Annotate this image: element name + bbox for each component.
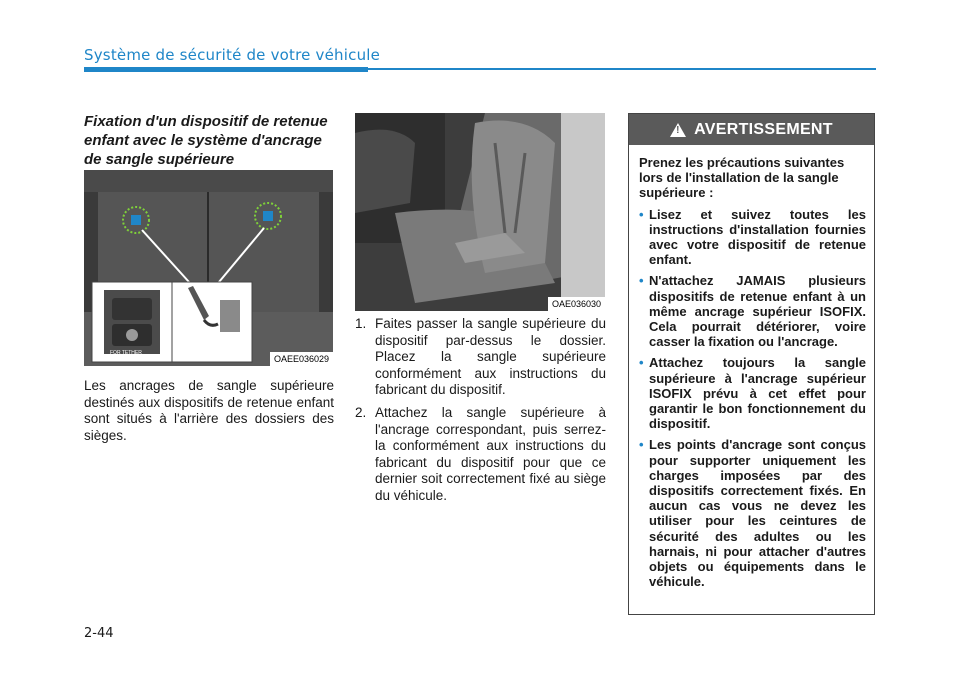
warning-list bbox=[639, 207, 866, 590]
warning-header bbox=[629, 114, 874, 145]
header-title: Système de sécurité de votre véhicule bbox=[84, 46, 381, 64]
installation-steps bbox=[355, 316, 606, 511]
warning-item: • Les points d'ancrage sont conçus pour supporter uniquement les charges imposées par des dispositifs correctement fixés. En aucun cas vous ne devez les utiliser pour les ceintures de sécurité des adultes ou les harnais, ni pour attacher d'autres objets ou équipements dans le véhicule. bbox=[639, 437, 866, 590]
figure-tag: FOR TETHER bbox=[110, 350, 142, 356]
step-number: 1. bbox=[355, 316, 367, 331]
bullet-icon: • bbox=[639, 355, 644, 371]
step-item bbox=[355, 405, 606, 505]
step-number: 2. bbox=[355, 404, 367, 420]
warning-item: • N'attachez JAMAIS plusieurs dispositifs de retenue enfant à un même ancrage supérieur ISOFIX. Cela pourrait détériorer, voire casser la fixation ou l'ancrage. bbox=[639, 273, 866, 350]
header-rule-thin bbox=[368, 68, 876, 70]
section-title: Fixation d'un dispositif de retenue enfant avec le système d'ancrage de sangle supérieure bbox=[84, 113, 328, 168]
figure-label-1: OAEE036029 bbox=[270, 352, 333, 366]
page-number: 2-44 bbox=[84, 626, 114, 641]
bullet-icon: • bbox=[639, 437, 644, 453]
step-text: Faites passer la sangle supérieure du dispositif par-dessus le dossier. Placez la sangle supérieure conformément aux instructions du fabricant du dispositif. bbox=[375, 316, 606, 398]
child-seat-figure bbox=[355, 113, 605, 311]
child-seat-illustration bbox=[355, 113, 605, 311]
warning-item: • Attachez toujours la sangle supérieure à l'ancrage supérieur ISOFIX prévu à cet effet pour garantir le bon fonctionnement du dispositif. bbox=[639, 355, 866, 432]
bullet-icon: • bbox=[639, 206, 644, 222]
step-item bbox=[355, 316, 606, 399]
warning-title: AVERTISSEMENT bbox=[694, 120, 833, 138]
warning-item: • Lisez et suivez toutes les instructions d'installation fournies avec votre dispositif de retenue enfant. bbox=[639, 206, 866, 268]
bullet-icon: • bbox=[639, 273, 644, 289]
figure-label-2: OAE036030 bbox=[548, 297, 605, 311]
warning-triangle-icon bbox=[670, 123, 686, 137]
header-rule-thick bbox=[84, 67, 368, 72]
warning-intro: Prenez les précautions suivantes lors de l'installation de la sangle supérieure : bbox=[639, 155, 845, 201]
cargo-anchor-illustration bbox=[84, 170, 333, 366]
left-paragraph: Les ancrages de sangle supérieure destinés aux dispositifs de retenue enfant sont situés à l'arrière des dossiers des sièges. bbox=[84, 378, 334, 443]
warning-box bbox=[628, 113, 875, 615]
step-text: Attachez la sangle supérieure à l'ancrage correspondant, puis serrez-la conformément aux instructions du fabricant du dispositif pour que ce dernier soit correctement fixé au siège du véhicule. bbox=[375, 404, 606, 503]
cargo-anchor-figure bbox=[84, 170, 333, 366]
warning-body bbox=[629, 145, 874, 589]
